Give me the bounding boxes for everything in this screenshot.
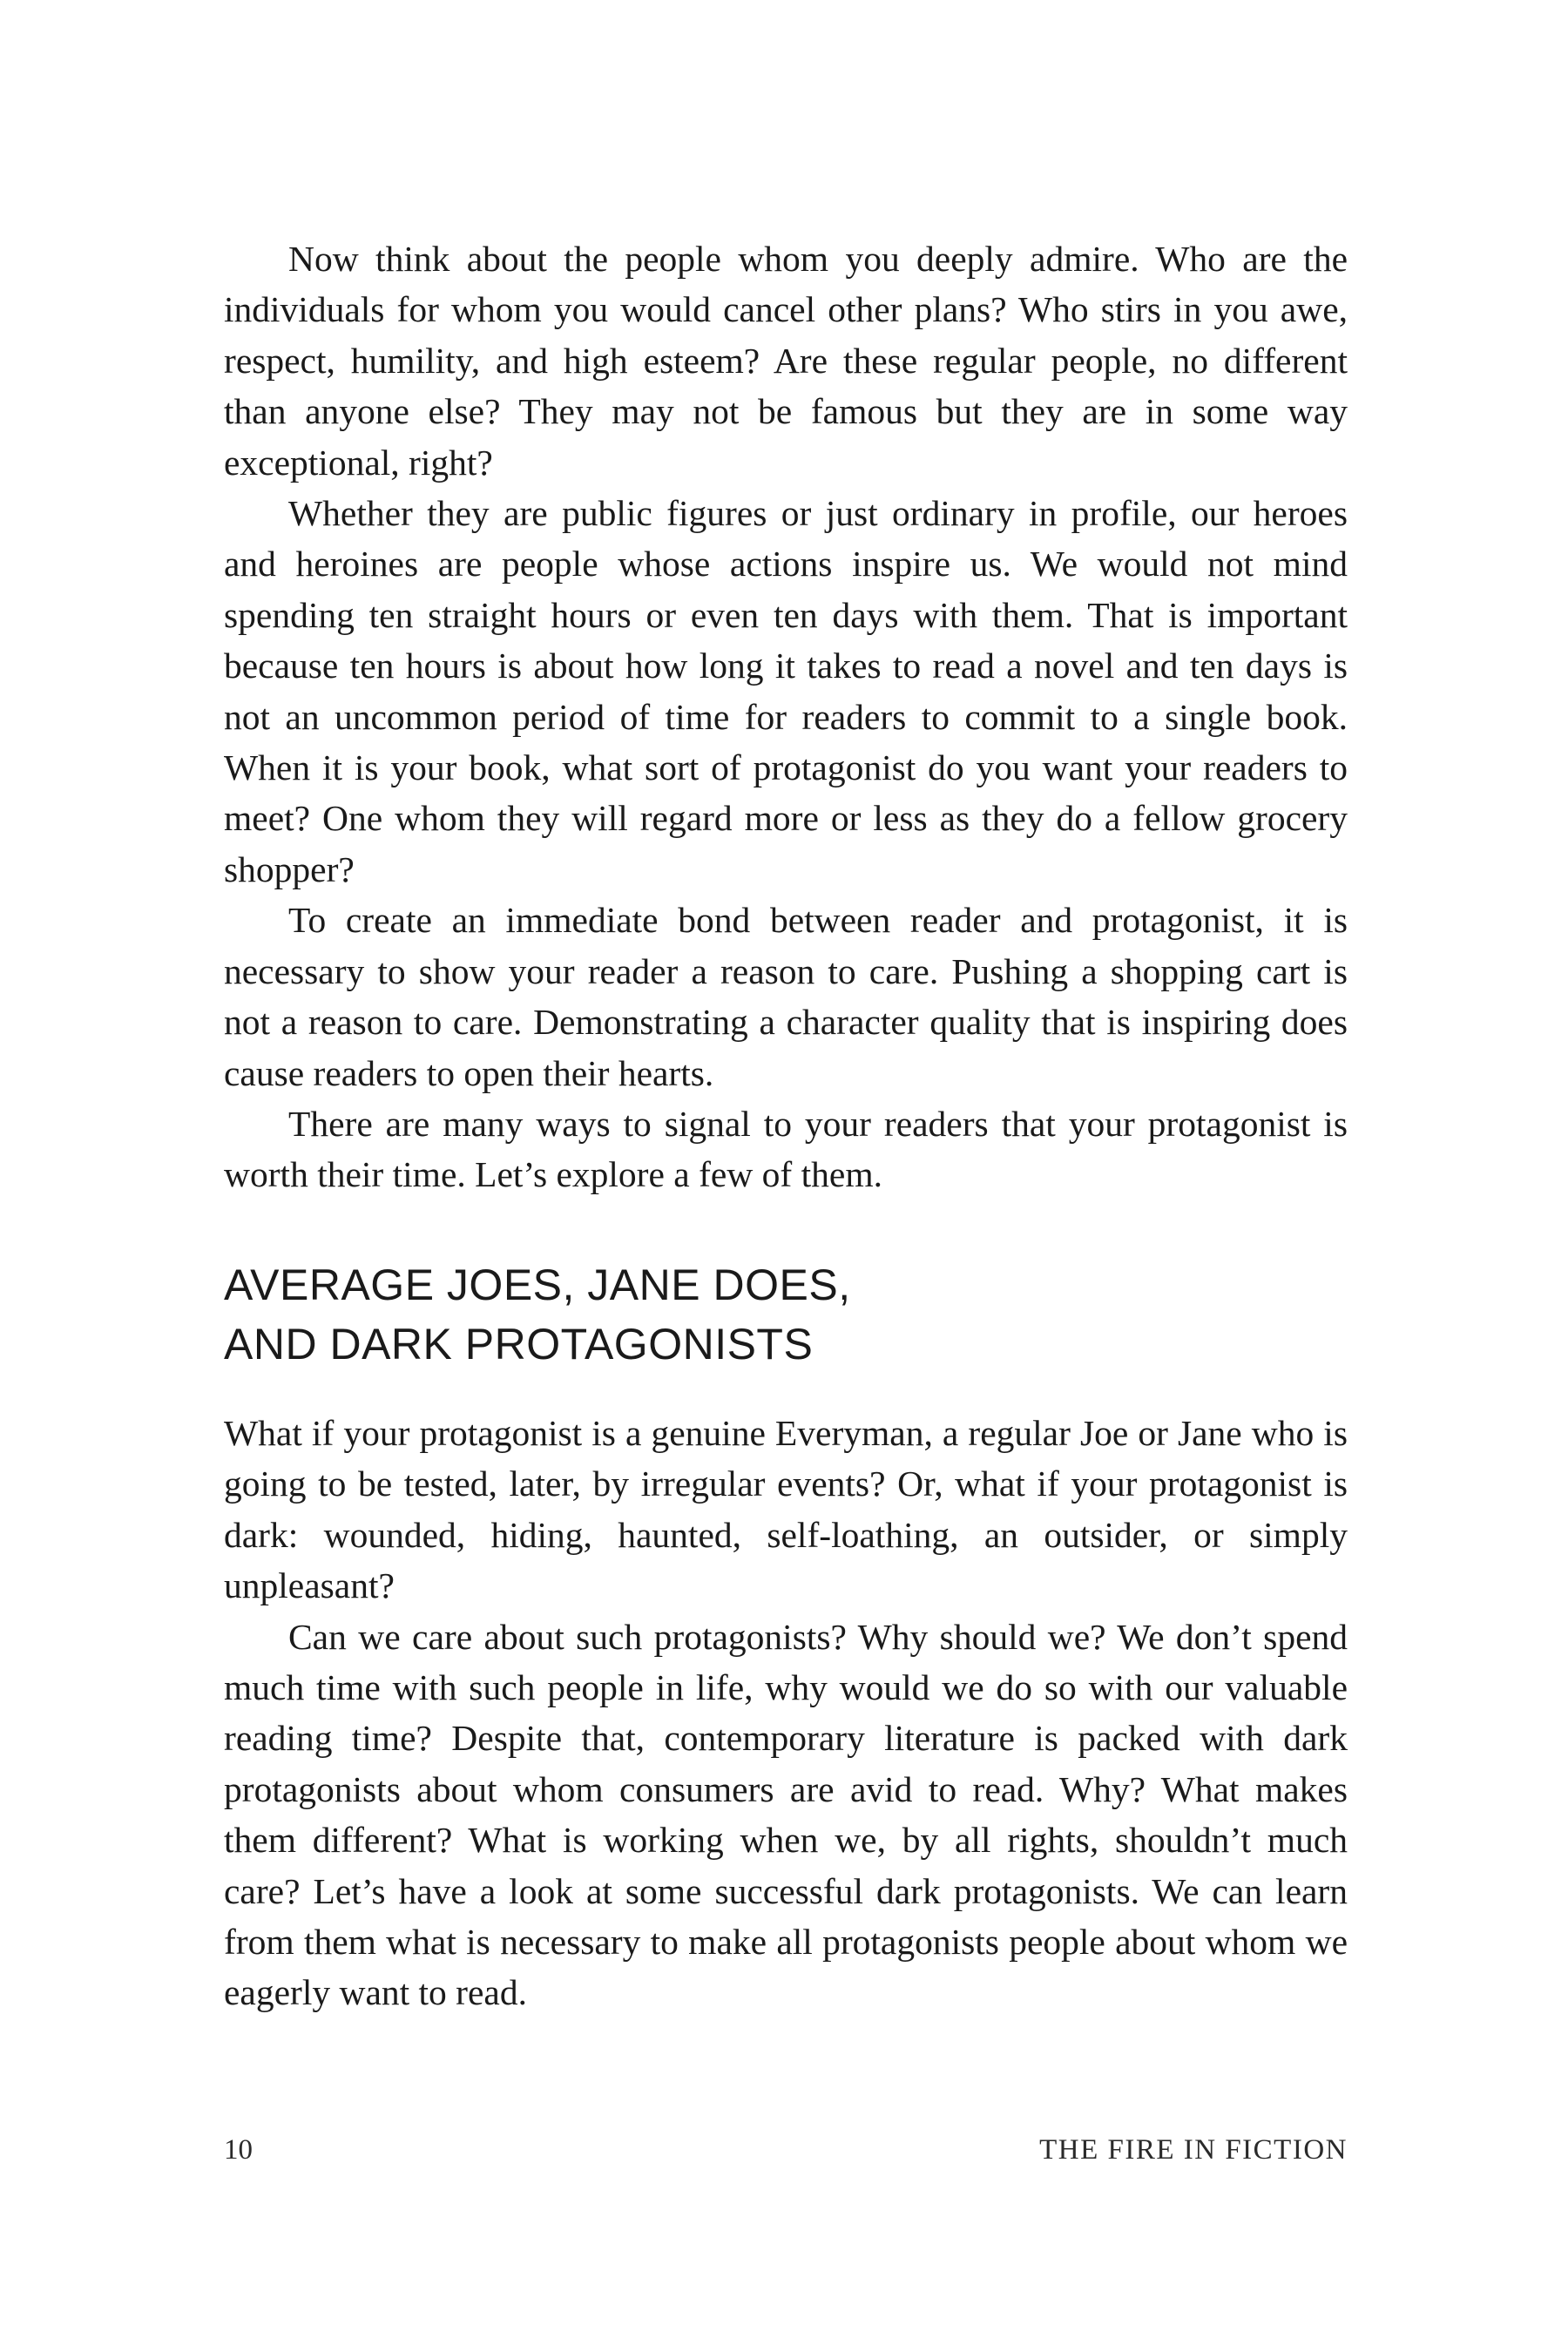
body-text-lower [224,1408,1348,2018]
section-heading-line-2: AND DARK PROTAGONISTS [224,1320,814,1369]
section-heading-line-1: AVERAGE JOES, JANE DOES, [224,1260,851,1309]
body-text-upper [224,233,1348,1200]
page-number: 10 [224,2134,253,2166]
paragraph: To create an immediate bond between reader and protagonist, it is necessary to show your reader a reason to care. Pushing a shopping cart is not a reason to care. Demonstrating a character quality that is inspiring does cause readers to open their hearts. [224,900,1348,1093]
paragraph: Whether they are public figures or just ordinary in profile, our heroes and heroines are people whose actions inspire us. We would not mind spending ten straight hours or even ten days with them. That is important because ten hours is about how long it takes to read a novel and ten days is not an uncommon period of time for readers to commit to a single book. When it is your book, what sort of protagonist do you want your readers to meet? One whom they will regard more or less as they do a fellow grocery shopper? [224,493,1348,889]
section-heading [224,1255,1348,1374]
paragraph: There are many ways to signal to your readers that your protagonist is worth their time. Let’s explore a few of them. [224,1103,1348,1195]
paragraph: Can we care about such protagonists? Why should we? We don’t spend much time with such people in life, why would we do so with our valuable reading time? Despite that, contemporary literature is packed with dark protagonists about whom consumers are avid to read. Why? What makes them different? What is working when we, by all rights, shouldn’t much care? Let’s have a look at some successful dark protagonists. We can learn from them what is necessary to make all protagonists people about whom we eagerly want to read. [224,1616,1348,2013]
paragraph: Now think about the people whom you deeply admire. Who are the individuals for whom you would cancel other plans? Who stirs in you awe, respect, humility, and high esteem? Are these regular people, no different than anyone else? They may not be famous but they are in some way exceptional, right? [224,239,1348,483]
paragraph: What if your protagonist is a genuine Everyman, a regular Joe or Jane who is going to be tested, later, by irregular events? Or, what if your protagonist is dark: wounded, hiding, haunted, self-loathing, an outsider, or simply unpleasant? [224,1413,1348,1606]
running-title: THE FIRE IN FICTION [1039,2134,1348,2166]
